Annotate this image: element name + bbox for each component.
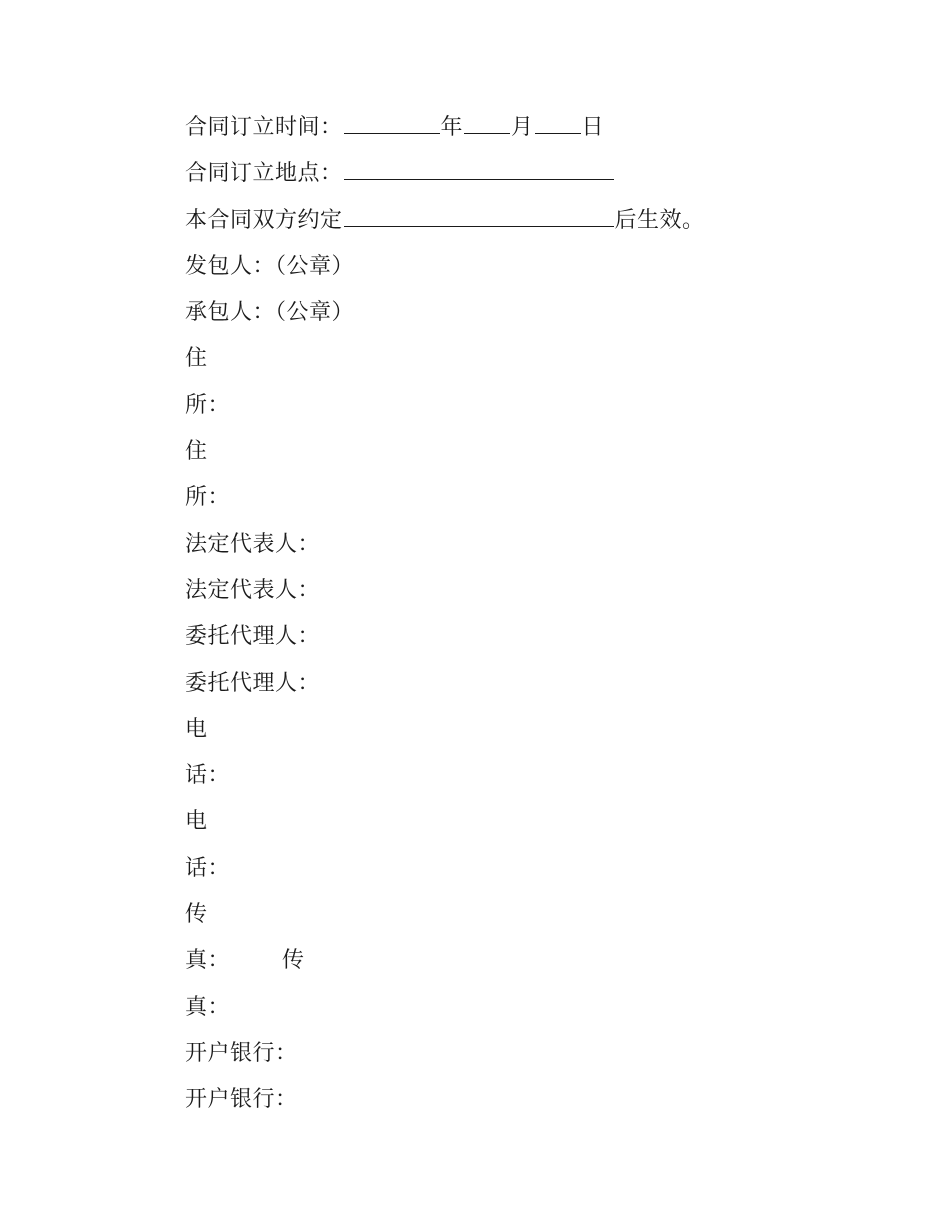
agent-line-2	[185, 661, 885, 707]
phone-label: 电	[185, 716, 208, 742]
contract-place-label: 合同订立地点：	[185, 161, 343, 187]
address-label: 所：	[185, 392, 231, 418]
fax-line-1a	[185, 892, 885, 938]
effect-suffix: 后生效。	[614, 207, 705, 233]
contractor-seal-line	[185, 290, 885, 336]
bank-line-1	[185, 1031, 885, 1077]
bank-label: 开户银行：	[185, 1087, 298, 1113]
legal-rep-label: 法定代表人：	[185, 577, 321, 603]
agent-label: 委托代理人：	[185, 670, 321, 696]
phone-line-1b	[185, 753, 885, 799]
fax-label: 真：	[185, 948, 231, 974]
phone-line-1a	[185, 707, 885, 753]
contract-date-label: 合同订立时间：	[185, 115, 343, 140]
contractor-label: 承包人：（公章）	[185, 300, 355, 326]
fax-label: 传	[185, 902, 208, 928]
contract-signature-block	[185, 105, 885, 1124]
legal-rep-line-1	[185, 522, 885, 568]
bank-label: 开户银行：	[185, 1040, 298, 1066]
phone-line-2b	[185, 846, 885, 892]
phone-line-2a	[185, 799, 885, 845]
address-line-1b	[185, 383, 885, 429]
employer-label: 发包人：（公章）	[185, 253, 355, 279]
effect-condition-blank	[344, 199, 614, 227]
address-label: 住	[185, 439, 208, 465]
legal-rep-line-2	[185, 568, 885, 614]
legal-rep-label: 法定代表人：	[185, 531, 321, 557]
fax-label: 真：	[185, 994, 231, 1020]
contract-date-line	[185, 105, 885, 151]
year-unit: 年	[440, 115, 464, 140]
address-label: 住	[185, 346, 208, 372]
fax-line-mixed	[185, 938, 885, 984]
agent-line-1	[185, 614, 885, 660]
address-line-2b	[185, 475, 885, 521]
place-blank	[344, 152, 614, 180]
contract-effect-line	[185, 198, 885, 244]
bank-line-2	[185, 1077, 885, 1123]
phone-label: 话：	[185, 763, 231, 789]
year-blank	[344, 106, 440, 134]
contract-place-line	[185, 151, 885, 197]
agent-label: 委托代理人：	[185, 624, 321, 650]
fax-line-2b	[185, 985, 885, 1031]
phone-label: 话：	[185, 855, 231, 881]
phone-label: 电	[185, 809, 208, 835]
day-unit: 日	[581, 115, 605, 140]
day-blank	[535, 106, 581, 134]
effect-prefix: 本合同双方约定	[185, 207, 343, 233]
employer-seal-line	[185, 244, 885, 290]
fax-label: 传	[282, 948, 305, 974]
address-label: 所：	[185, 485, 231, 511]
month-unit: 月	[511, 115, 534, 140]
address-line-2a	[185, 429, 885, 475]
month-blank	[464, 106, 510, 134]
address-line-1a	[185, 336, 885, 382]
